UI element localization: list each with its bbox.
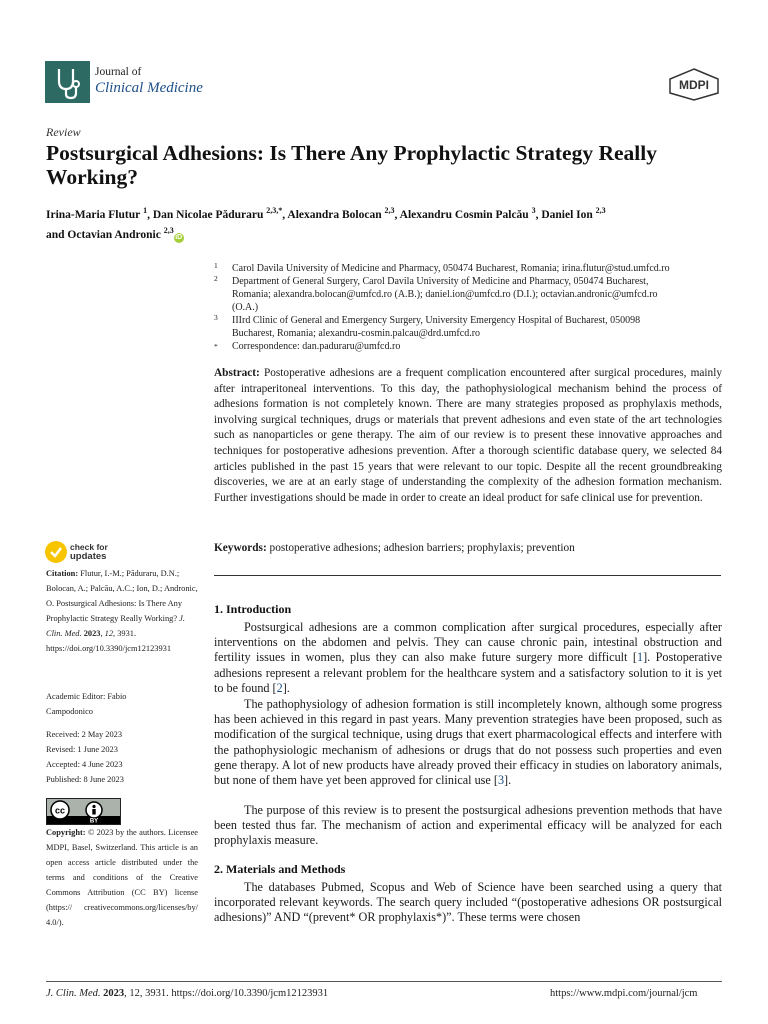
paragraph: The databases Pubmed, Scopus and Web of Science have been searched using a query that incorporated relevant keywords. The search query included “(postoperative adhesions OR postsurgical adhesions)” AND “(prevent* OR prophylaxis*)”. These terms were chosen bbox=[214, 880, 722, 925]
footer-year: 2023 bbox=[103, 988, 125, 999]
affiliation-text: IIIrd Clinic of General and Emergency Surgery, University Emergency Hospital of Bucharest, 050098 Bucharest, Romania; alexandru-cosmin.palcau@drd.umfcd.ro bbox=[232, 315, 641, 339]
cc-by-license-badge[interactable] bbox=[46, 798, 121, 825]
citation-year: 2023 bbox=[83, 629, 101, 638]
mdpi-logo-text: MDPI bbox=[679, 78, 709, 92]
checkmark-icon bbox=[45, 541, 67, 563]
check-for-updates-button[interactable] bbox=[70, 543, 108, 561]
affiliation-2 bbox=[214, 275, 674, 314]
affiliation-number: 2 bbox=[214, 274, 218, 283]
orcid-icon[interactable]: iD bbox=[175, 233, 183, 241]
footer-journal: J. Clin. Med. bbox=[46, 988, 101, 999]
paragraph: Postsurgical adhesions are a common complication after surgical procedures, especially after interventions on the abdomen and pelvis. They can cause chronic pain, intestinal obstruction and fertility issues in women, plus they can also make future surgery more difficult [1]. Postoperative adhesions represent a relevant problem for the healthcare system and a satisfactory solution to it is yet to be found [2]. bbox=[214, 620, 722, 695]
paragraph: The purpose of this review is to present the postsurgical adhesions prevention methods that have been tested thus far. The mechanism of action and experimental efficacy will be analyzed for each prophylaxis measure. bbox=[214, 803, 722, 848]
correspondence-text: Correspondence: dan.paduraru@umfcd.ro bbox=[232, 341, 401, 352]
cc-text: cc bbox=[54, 805, 66, 816]
copyright-text: © 2023 by the authors. Licensee MDPI, Basel, Switzerland. This article is an open access article distributed under the terms and conditions of the Creative Commons Attribution (CC BY) license (https:// creativecommons.org/licenses/by/ 4.0/). bbox=[46, 828, 198, 927]
author-affiliation: 1 bbox=[143, 206, 148, 215]
affiliation-3 bbox=[214, 314, 684, 340]
check-for-updates-icon[interactable] bbox=[45, 541, 67, 563]
author-name[interactable]: Alexandru Cosmin Palcău bbox=[399, 208, 529, 221]
journal-of-label: Journal of bbox=[95, 66, 142, 78]
affiliation-text: Carol Davila University of Medicine and Pharmacy, 050474 Bucharest, Romania; irina.flutur@stud.umfcd.ro bbox=[232, 263, 670, 274]
mdpi-logo[interactable] bbox=[666, 67, 722, 101]
citation: Citation: Flutur, I.-M.; Păduraru, D.N.; Bolocan, A.; Palcău, A.C.; Ion, D.; Andronic, O. Postsurgical Adhesions: Is There Any Prophylactic Strategy Really Working? J. Clin. Med. 2023, 12, 3931. https://doi.org/10.3390/jcm12123931 bbox=[46, 569, 198, 653]
section-heading-methods: 2. Materials and Methods bbox=[214, 862, 346, 876]
section-heading-introduction: 1. Introduction bbox=[214, 602, 292, 616]
citation-text: Flutur, I.-M.; Păduraru, D.N.; Bolocan, A.; Palcău, A.C.; Ion, D.; Andronic, O. Postsurgical Adhesions: Is There Any Prophylactic Strategy Really Working? bbox=[46, 569, 198, 623]
revised-date: Revised: 1 June 2023 bbox=[46, 745, 118, 754]
check-line1: check for bbox=[70, 542, 108, 552]
abstract-label: Abstract: bbox=[214, 367, 260, 379]
mdpi-logo-icon bbox=[666, 67, 722, 101]
citation-link[interactable]: 1 bbox=[636, 650, 644, 665]
citation-volume: 12 bbox=[104, 629, 113, 638]
affiliation-number: * bbox=[214, 342, 218, 351]
published-date: Published: 8 June 2023 bbox=[46, 775, 124, 784]
abstract-text: Postoperative adhesions are a frequent complication encountered after surgical procedures, mainly after intraperitoneal interventions. To this day, the pathophysiological mechanism behind the process of adhesions formation is not completely known. There are many strategies proposed as prophylaxis methods, involving surgical techniques, drugs or materials that prevent adhesions and even state of the art technologies such as nanoparticles or gene therapy. The aim of our review is to present these innovative approaches and techniques for postoperative adhesions prevention. After a thorough scientific database query, we selected 84 articles published in the past 15 years that were relevant to our topic. Despite all the recent groundbreaking discoveries, we are at an early stage of understanding the complexity of the adhesion formation mechanism. Further investigations should be made in order to create an ideal product for safe clinical use for prevention. bbox=[214, 367, 722, 504]
affiliation-text: Department of General Surgery, Carol Davila University of Medicine and Pharmacy, 050474 Bucharest, Romania; alexandra.bolocan@umfcd.ro (A.B.); daniel.ion@umfcd.ro (D.I.); octavian.andronic@umfcd.ro (O.A.) bbox=[232, 276, 658, 313]
abstract bbox=[214, 366, 722, 506]
affiliation-number: 3 bbox=[214, 313, 218, 322]
article-title: Postsurgical Adhesions: Is There Any Prophylactic Strategy Really Working? bbox=[46, 141, 657, 189]
copyright-label: Copyright: bbox=[46, 828, 86, 837]
author-list: Irina-Maria Flutur $^1$, Dan Nicolae Păduraru $^{2,3,*}$, Alexandra Bolocan $^{2,3}$, Alexandru Cosmin Palcău $^3$, Daniel Ion $^{2,3}$ and Octavian Andronic $^{2,3}$iD bbox=[46, 206, 606, 241]
author-name[interactable]: Irina-Maria Flutur bbox=[46, 208, 141, 221]
affiliation-1 bbox=[214, 262, 734, 275]
journal-name: Clinical Medicine bbox=[95, 80, 203, 96]
paragraph: The pathophysiology of adhesion formation is still incompletely known, although some progress has been achieved in this regard in past years. Many prevention strategies have been proposed, such as modification of the surgical technique, using drugs that exert pharmacological effects and interfere with the pathophysiologic mechanism of adhesions or drugs that do not possess such properties and even gene therapy. A lot of new products have already proved their efficacy in studies on laboratory animals, but none of them have yet been approved for clinical use [3]. bbox=[214, 697, 722, 788]
correspondence bbox=[214, 340, 734, 353]
footer-citation bbox=[46, 988, 328, 999]
copyright bbox=[46, 825, 198, 930]
keywords bbox=[214, 541, 722, 557]
citation-label: Citation: bbox=[46, 569, 79, 578]
citation-link[interactable]: 2 bbox=[276, 680, 283, 695]
author-name[interactable]: Daniel Ion bbox=[541, 208, 593, 221]
cc-by-icon bbox=[47, 799, 120, 824]
footer-journal-url[interactable]: https://www.mdpi.com/journal/jcm bbox=[550, 988, 698, 999]
author-name[interactable]: and Octavian Andronic bbox=[46, 228, 161, 241]
author-affiliation: 3 bbox=[531, 206, 536, 215]
accepted-date: Accepted: 4 June 2023 bbox=[46, 760, 123, 769]
stethoscope-icon bbox=[45, 61, 90, 103]
article-type: Review bbox=[46, 125, 81, 139]
received-date: Received: 2 May 2023 bbox=[46, 730, 123, 739]
author-name[interactable]: Dan Nicolae Păduraru bbox=[152, 208, 264, 221]
author-affiliation: 2,3 bbox=[163, 225, 174, 235]
author-affiliation: 2,3 bbox=[384, 206, 395, 215]
footer-doi[interactable]: , 12, 3931. https://doi.org/10.3390/jcm12123931 bbox=[124, 988, 329, 999]
keywords-text: postoperative adhesions; adhesion barriers; prophylaxis; prevention bbox=[269, 542, 575, 554]
check-line2: updates bbox=[70, 551, 107, 562]
citation-doi[interactable]: , 3931. https://doi.org/10.3390/jcm12123931 bbox=[46, 629, 172, 653]
divider bbox=[214, 575, 721, 576]
keywords-label: Keywords: bbox=[214, 542, 267, 554]
footer-divider bbox=[46, 981, 722, 982]
by-text: BY bbox=[89, 818, 99, 824]
author-name[interactable]: Alexandra Bolocan bbox=[287, 208, 382, 221]
author-affiliation: 2,3,* bbox=[266, 206, 283, 215]
journal-logo bbox=[45, 61, 90, 103]
affiliation-number: 1 bbox=[214, 261, 218, 270]
author-affiliation: 2,3 bbox=[595, 206, 606, 215]
citation-journal: J. Clin. Med. bbox=[46, 614, 185, 638]
citation-link[interactable]: 3 bbox=[497, 773, 505, 788]
academic-editor: Academic Editor: Fabio Campodonico bbox=[46, 692, 127, 716]
